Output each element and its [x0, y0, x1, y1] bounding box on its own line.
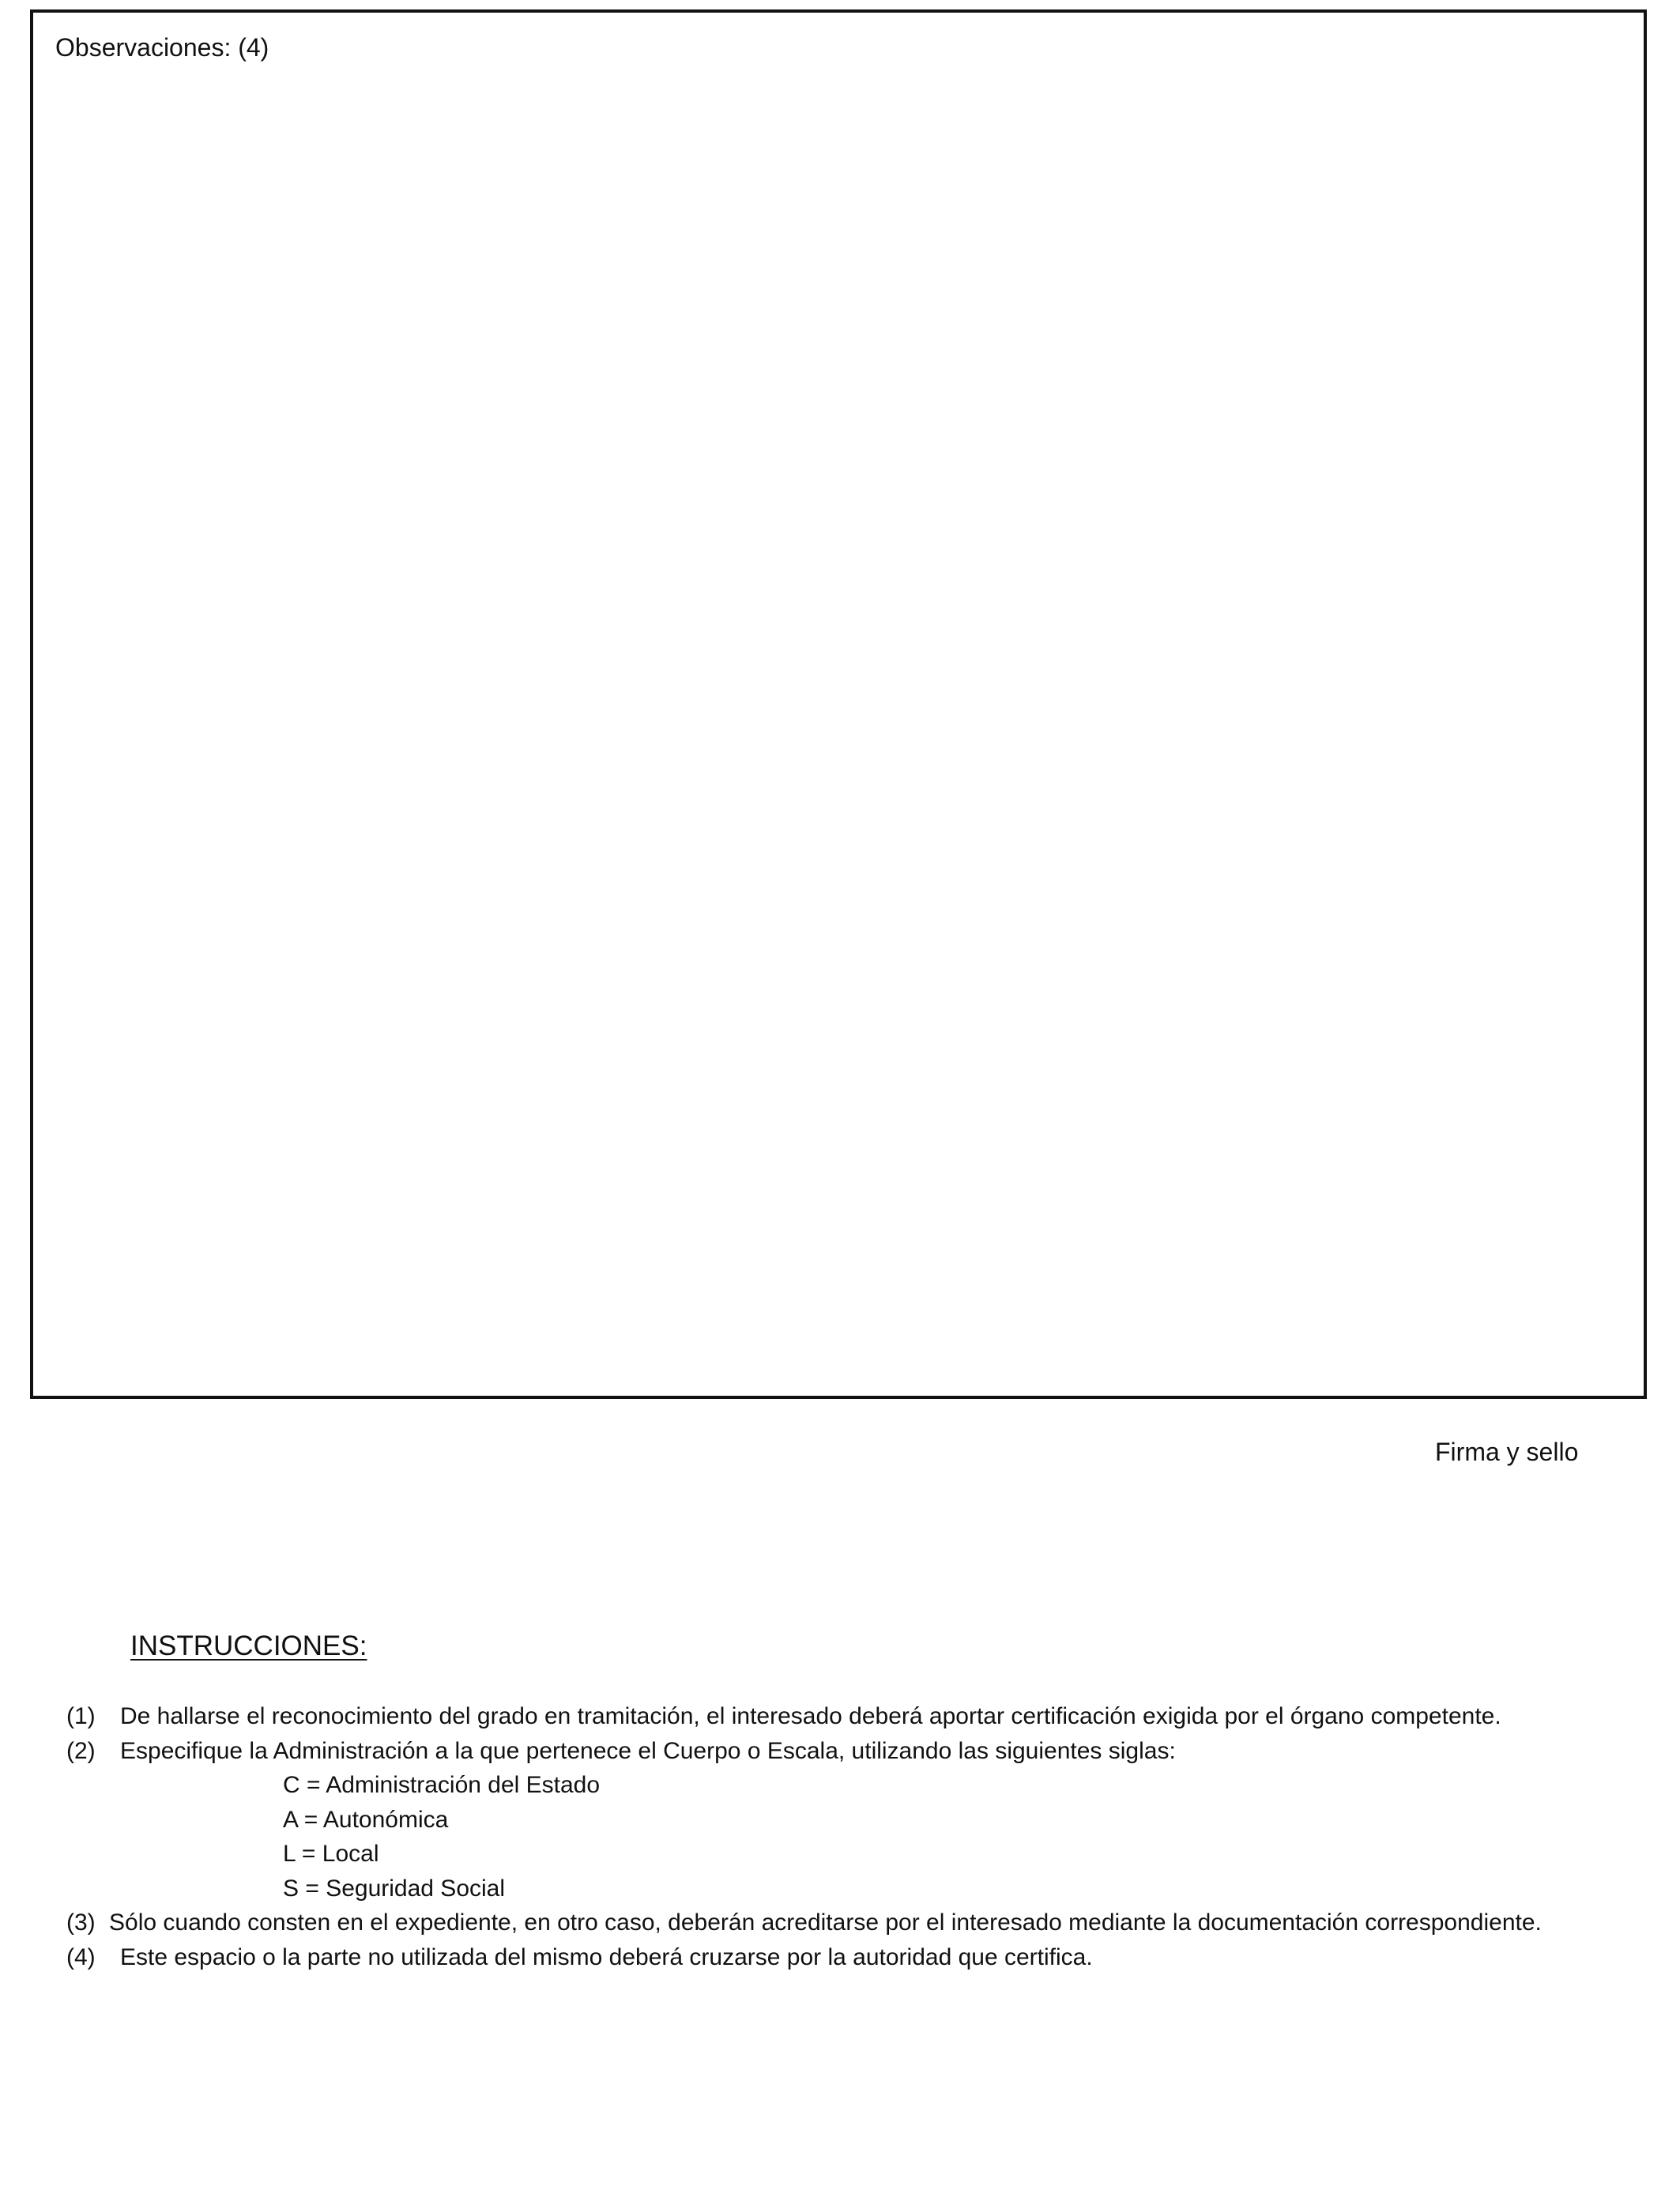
firma-y-sello-label: Firma y sello — [1435, 1438, 1579, 1466]
instruction-number: (2) — [66, 1737, 96, 1764]
instrucciones-list — [60, 1699, 1601, 1974]
instruction-item-3 — [60, 1906, 1601, 1940]
instruction-item-4 — [60, 1940, 1601, 1975]
sigla-estado: C = Administración del Estado — [283, 1772, 601, 1798]
sigla-autonomica: A = Autonómica — [283, 1806, 449, 1833]
instruction-item-1 — [60, 1699, 1601, 1734]
instruction-text: Sólo cuando consten en el expediente, en otro caso, deberán acreditarse por el interesado mediante la documentación correspondiente. — [109, 1909, 1542, 1936]
instruction-number: (4) — [66, 1943, 96, 1970]
instruction-number: (3) — [66, 1909, 96, 1936]
instruction-number: (1) — [66, 1703, 96, 1729]
instruction-item-2 — [60, 1734, 1601, 1769]
sigla-local: L = Local — [283, 1841, 379, 1867]
instruction-text: Especifique la Administración a la que pertenece el Cuerpo o Escala, utilizando las siguientes siglas: — [120, 1737, 1176, 1764]
sigla-seguridad-social: S = Seguridad Social — [283, 1875, 506, 1902]
instruction-text: De hallarse el reconocimiento del grado en tramitación, el interesado deberá aportar certificación exigida por el órgano competente. — [120, 1703, 1501, 1729]
observaciones-label: Observaciones: (4) — [55, 33, 269, 62]
observaciones-box[interactable] — [30, 9, 1647, 1399]
instrucciones-title: INSTRUCCIONES: — [130, 1630, 367, 1661]
instruction-text: Este espacio o la parte no utilizada del mismo deberá cruzarse por la autoridad que certifica. — [120, 1943, 1093, 1970]
